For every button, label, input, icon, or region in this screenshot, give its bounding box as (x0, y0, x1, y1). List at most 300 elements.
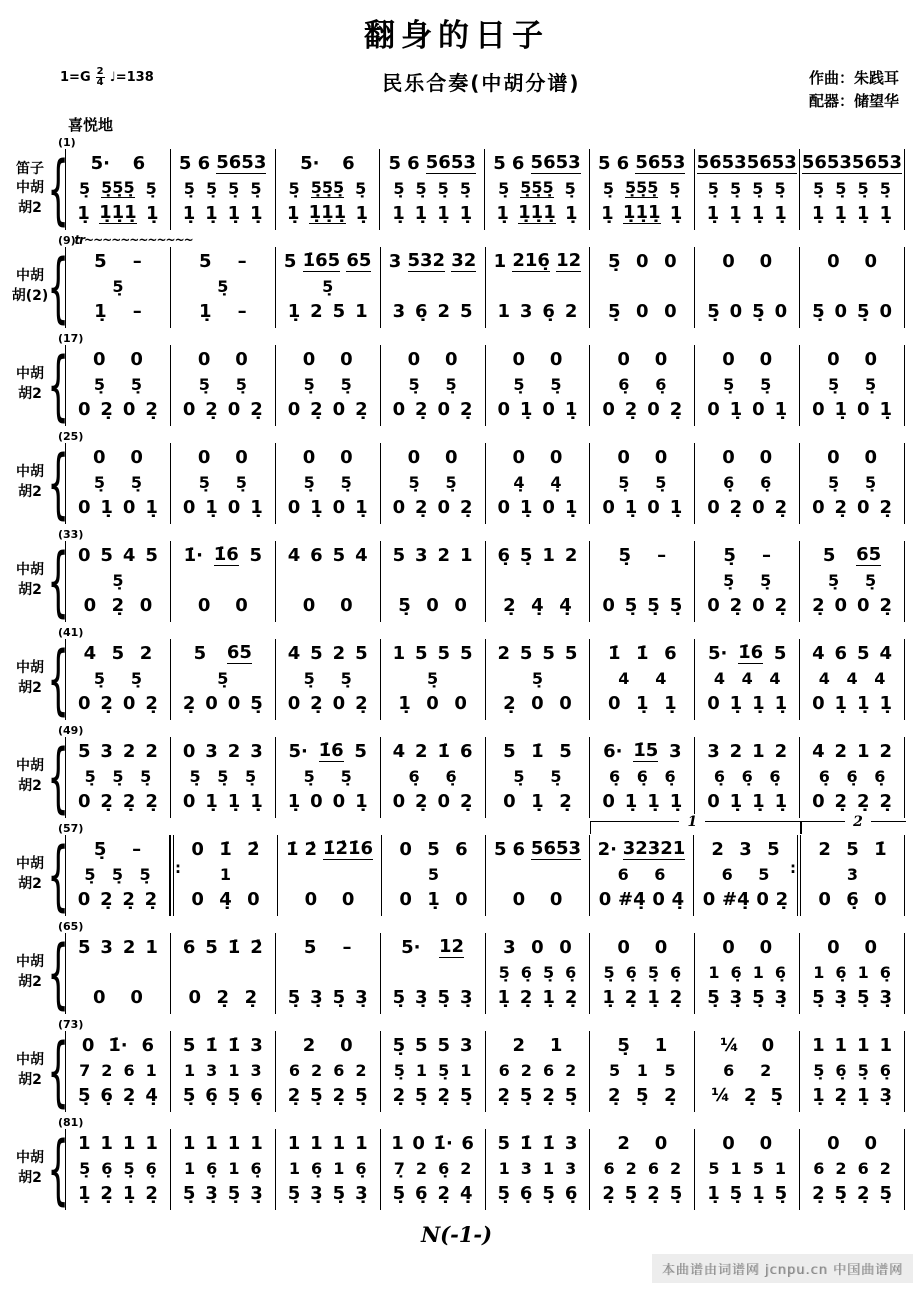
score-meta (8, 67, 905, 114)
voice-line (173, 396, 273, 425)
brace-icon: { (47, 633, 70, 723)
note-token: 0 (864, 1132, 878, 1154)
voice-line (278, 1061, 378, 1082)
note-token: 0 (756, 888, 769, 910)
measure (801, 835, 905, 916)
note-token: 0 (654, 446, 668, 468)
note-token: 0 (426, 692, 439, 714)
measure (486, 1129, 591, 1210)
measure (381, 737, 486, 818)
note-token: 0 (759, 446, 773, 468)
note-token: 0 (310, 790, 323, 812)
note-token: 0 (122, 398, 136, 420)
voice-line (488, 767, 588, 788)
measure (66, 443, 171, 524)
note-token: 1̣ (601, 202, 614, 224)
note-token: 5̣ (340, 374, 352, 394)
staff-brace (47, 927, 70, 1017)
voice-line (697, 375, 797, 396)
note-token: 1 (834, 1034, 848, 1056)
note-token: 1 (879, 1034, 892, 1056)
voice-line (488, 1032, 588, 1061)
note-token: 1 (708, 962, 720, 982)
note-token: 3 (392, 300, 406, 322)
note-token: 5̣ (498, 178, 510, 198)
music-measures (65, 1031, 905, 1112)
voice-line (697, 738, 797, 767)
credits-block (809, 67, 899, 114)
note-token: 2̣ (834, 1084, 848, 1106)
voice-line (592, 375, 692, 396)
voice-line (68, 865, 167, 886)
note-token: 5 (773, 642, 787, 664)
instrument-labels (8, 247, 52, 328)
note-token: 2 (564, 544, 578, 566)
note-token: 2 (302, 1034, 316, 1056)
note-token: 0 (130, 348, 143, 370)
instrument-labels (8, 737, 52, 818)
measure-number-marker: (65) (58, 919, 84, 933)
note-token: 1̣ (250, 790, 263, 812)
note-token: 6̣ (311, 1158, 323, 1178)
note-token: 6̣ (769, 766, 781, 786)
note-token: 6 (647, 1158, 659, 1178)
note-token: 3̣ (459, 986, 473, 1008)
voice-line (592, 1032, 692, 1061)
note-token: 5̣ (235, 472, 247, 492)
note-token: 2̣ (355, 398, 368, 420)
note-token: 4 (83, 642, 97, 664)
brace-icon: { (47, 241, 70, 331)
note-token: 5̣ (864, 374, 877, 394)
note-token: 0 (139, 594, 153, 616)
note-token: 2 (760, 1060, 772, 1080)
note-token: 1 (774, 1158, 787, 1178)
note-token: 1̇ (607, 642, 621, 664)
system-row (8, 927, 905, 1017)
voice-line (488, 444, 588, 473)
note-token: 5 (111, 642, 125, 664)
voice-line (592, 767, 692, 788)
voice-line (488, 934, 588, 963)
note-token: 0 (759, 1132, 773, 1154)
measure (486, 247, 591, 328)
note-token: 6̣ (618, 374, 630, 394)
note-token: 5̣ (647, 594, 660, 616)
note-token: 0 (636, 250, 649, 272)
note-token: 5̣ (340, 472, 352, 492)
time-signature-numerator: 2 (96, 66, 104, 77)
voice-line (697, 150, 797, 179)
voice-line (173, 1082, 273, 1111)
note-token: 1 (730, 1158, 742, 1178)
measure (381, 933, 486, 1014)
note-token: 2 (711, 838, 724, 860)
voice-line (488, 346, 588, 375)
note-token: 0 (707, 594, 720, 616)
note-token: 1̣ (414, 202, 428, 224)
note-token: 2̇ (250, 936, 263, 958)
voice-line (383, 767, 483, 788)
instrument-label: 胡2 (18, 680, 42, 696)
voice-line (384, 886, 483, 915)
system-row (8, 339, 905, 429)
note-token: 5̣ (340, 668, 352, 688)
note-token: 5 (459, 300, 473, 322)
note-token: 1 (145, 1060, 157, 1080)
note-token: 5· (707, 642, 728, 664)
note-token: 1 (857, 740, 870, 762)
note-token: 1 (183, 1060, 196, 1080)
note-token: 2̣ (182, 692, 196, 714)
note-token: – (237, 300, 247, 322)
voice-line (592, 444, 692, 473)
note-token: 5 (388, 152, 401, 174)
instrument-labels (8, 835, 52, 916)
voice-line (68, 690, 168, 719)
note-token: 2̣ (775, 888, 789, 910)
voice-line (697, 444, 797, 473)
note-token: 0 (130, 986, 143, 1008)
note-token: 1̇· (108, 1034, 128, 1056)
note-token: 2 (565, 1060, 577, 1080)
note-token: 5̣ (879, 178, 891, 198)
instrument-label: 胡2 (18, 1170, 42, 1186)
note-token: 0 (235, 446, 248, 468)
voice-line (802, 473, 902, 494)
measure (800, 345, 905, 426)
note-token: 5 (198, 250, 212, 272)
note-token: 0 (407, 446, 421, 468)
voice-line (280, 886, 379, 915)
note-token: 2̣ (879, 594, 892, 616)
note-token: 5̣ (813, 1060, 825, 1080)
voice-line (384, 836, 483, 865)
note-token: 5̣ (857, 986, 870, 1008)
note-token: 6· (603, 740, 623, 762)
note-token: 1 (459, 544, 473, 566)
note-token: 5̣ (183, 178, 195, 198)
voice-line (383, 1082, 483, 1111)
voice-line (382, 150, 482, 179)
note-token: 5̣ (112, 766, 124, 786)
note-token: 6 (498, 1060, 510, 1080)
measure-number-marker: (57) (58, 821, 84, 835)
note-token: 0 (722, 936, 735, 958)
note-token: 6 (407, 152, 420, 174)
note-token: 2̣ (812, 594, 825, 616)
voice-line (173, 788, 273, 817)
note-token: 1̣ (647, 790, 660, 812)
note-token: 1̣ (774, 202, 787, 224)
measure (800, 1129, 905, 1210)
note-token: 1 (182, 1132, 196, 1154)
note-token: 5̣ (542, 1182, 555, 1204)
note-token: 5̣ (415, 1084, 428, 1106)
note-token: 2̣ (503, 594, 516, 616)
voice-line (697, 984, 797, 1013)
voice-line (68, 150, 168, 179)
note-token: 1̣ (77, 202, 90, 224)
note-token: 2̣ (729, 496, 743, 518)
voice-line (802, 277, 902, 298)
note-token: 5̣ (198, 472, 210, 492)
measure (276, 247, 381, 328)
note-token: 5̣5̣5̣ (625, 177, 659, 197)
note-token: 1̣ (205, 496, 218, 518)
note-token: 5̣ (288, 178, 300, 198)
note-token: 1̇ (531, 740, 544, 762)
measure (800, 541, 905, 622)
note-token: 1̣ (774, 692, 788, 714)
voice-line (488, 886, 587, 915)
voice-line (592, 396, 692, 425)
voice-line (173, 690, 273, 719)
voice-line (592, 836, 691, 865)
voice-line (488, 298, 588, 327)
voice-line (802, 592, 902, 621)
voice-line (68, 1180, 168, 1209)
note-token: 2̣ (100, 790, 113, 812)
note-token: 6 (342, 152, 355, 174)
voice-line (278, 1159, 378, 1180)
voice-line (382, 179, 482, 200)
measure (695, 149, 800, 230)
instrument-labels (8, 1129, 52, 1210)
note-token: 1 (288, 1158, 300, 1178)
voice-line (802, 396, 902, 425)
note-token: 0 (122, 496, 136, 518)
tempo-marking: ♩=138 (109, 70, 154, 85)
note-token: 5̣ (140, 766, 152, 786)
note-token: 1̣ (145, 202, 159, 224)
note-token: 5̣ (607, 300, 621, 322)
note-token: 5 (100, 544, 113, 566)
voice-line (383, 542, 483, 571)
note-token: 0 (617, 446, 630, 468)
note-token: 5̣ (182, 1084, 196, 1106)
note-token: 0 (774, 300, 788, 322)
note-token: 5653 (851, 151, 903, 173)
note-token: 1 (392, 642, 406, 664)
voice-line (488, 248, 588, 277)
note-token: 1̣ (398, 692, 411, 714)
arranger-credit: 配器：储望华 (808, 92, 899, 111)
note-token: 0 (752, 496, 765, 518)
note-token: 4 (879, 642, 892, 664)
voice-line (68, 375, 168, 396)
instrument-label: 中胡 (16, 366, 44, 383)
note-token: 2̣ (624, 986, 638, 1008)
note-token: 5̣ (879, 1182, 892, 1204)
note-token: 1̣ (857, 1084, 870, 1106)
note-token: 0 (707, 496, 720, 518)
note-token: 216̣ (512, 249, 550, 271)
staff-brace (47, 633, 70, 723)
voice-line (802, 767, 902, 788)
voice-line (280, 865, 379, 886)
note-token: 2 (415, 740, 428, 762)
voice-line (697, 494, 797, 523)
measure (66, 639, 171, 720)
note-token: 1̣ (811, 202, 825, 224)
note-token: 2̣ (459, 398, 473, 420)
note-token: 5̣ (303, 374, 315, 394)
note-token: 32 (451, 249, 477, 271)
note-token: 5 (332, 544, 346, 566)
note-token: 2̣ (834, 790, 848, 812)
note-token: 1̇6 (738, 641, 764, 663)
system-5 (8, 527, 905, 625)
voice-line (68, 346, 168, 375)
note-token: 1̇ (874, 838, 887, 860)
note-token: 0 (818, 888, 831, 910)
note-token: 0 (827, 1132, 840, 1154)
note-token: 0 (77, 692, 91, 714)
note-token: 2 (355, 1060, 367, 1080)
voice-line (802, 200, 902, 229)
note-token: 1̣ (542, 986, 555, 1008)
note-token: 5̣ (618, 544, 632, 566)
measure (66, 835, 170, 916)
voice-line (488, 836, 587, 865)
note-token: 5̣ (542, 962, 555, 982)
note-token: 5̣ (624, 1182, 638, 1204)
voice-line (278, 473, 378, 494)
measure (694, 835, 801, 916)
note-token: 0 (92, 446, 106, 468)
note-token: 5 (597, 152, 611, 174)
note-token: 5̣ (531, 668, 543, 688)
note-token: 0 (197, 594, 211, 616)
voice-line (383, 1032, 483, 1061)
voice-line (697, 690, 797, 719)
note-token: 0 (205, 692, 218, 714)
note-token: 0 (874, 888, 887, 910)
note-token: 5 (427, 838, 440, 860)
note-token: 2̣ (879, 790, 892, 812)
note-token: 6 (721, 864, 733, 884)
measure (590, 1031, 695, 1112)
note-token: 0 (559, 936, 572, 958)
note-token: 2̣ (310, 398, 323, 420)
note-token: 2 (774, 740, 788, 762)
note-token: 6̣ (846, 888, 859, 910)
voice-line (803, 836, 902, 865)
note-token: 5 (542, 642, 555, 664)
note-token: 4̣ (531, 594, 544, 616)
measure (276, 639, 381, 720)
note-token: 0 (752, 398, 765, 420)
voice-line (383, 1159, 483, 1180)
note-token: 6 (857, 1158, 869, 1178)
note-token: 2̣ (415, 496, 428, 518)
voice-line (278, 640, 378, 669)
measure (66, 1031, 171, 1112)
voice-line (488, 1159, 588, 1180)
note-token: 1̣ (355, 496, 368, 518)
note-token: 0 (549, 348, 563, 370)
note-token: 1̣ (774, 398, 788, 420)
note-token: 1 (542, 1158, 555, 1178)
measure (278, 835, 382, 916)
note-token: 1̇ (227, 936, 241, 958)
page-title: 翻身的日子 (364, 18, 549, 54)
voice-line (696, 865, 795, 886)
note-token: 5 (249, 544, 262, 566)
note-token: 2̣ (437, 1182, 451, 1204)
voice-line (592, 277, 692, 298)
note-token: 5̣ (130, 668, 142, 688)
note-token: 1̇ (285, 838, 299, 860)
voice-line (697, 179, 797, 200)
voice-line (592, 150, 692, 179)
note-token: 0 (287, 496, 301, 518)
note-token: 5 (427, 864, 440, 884)
voice-line (382, 200, 482, 229)
note-token: 1̣ (198, 300, 212, 322)
staff-brace (47, 1025, 70, 1115)
voice-line (592, 248, 692, 277)
note-token: 0 (549, 888, 563, 910)
note-token: 0 (227, 692, 241, 714)
voice-line (802, 1180, 902, 1209)
note-token: 5 (415, 1034, 428, 1056)
note-token: 6̣ (497, 544, 510, 566)
voice-line (68, 542, 168, 571)
note-token: 5̣ (669, 594, 683, 616)
voice-line (488, 1061, 588, 1082)
note-token: 3̣ (834, 986, 848, 1008)
voice-line (173, 1159, 273, 1180)
note-token: 5̣ (723, 570, 735, 590)
note-token: 4 (713, 668, 725, 688)
instrument-label: 中胡 (16, 1150, 44, 1167)
voice-line (383, 669, 483, 690)
measure (276, 1129, 381, 1210)
voice-line (278, 298, 378, 327)
note-token: 6̣ (835, 1060, 847, 1080)
note-token: 1 (333, 1158, 345, 1178)
note-token: 6̣ (101, 1158, 113, 1178)
note-token: 1̣ (287, 300, 301, 322)
voice-line (592, 963, 692, 984)
note-token: 0 (503, 790, 516, 812)
note-token: 1 (100, 1132, 113, 1154)
measure (695, 443, 800, 524)
voice-line (278, 542, 378, 571)
note-token: 6̣ (874, 766, 886, 786)
instrument-label: 中胡 (16, 758, 44, 775)
note-token: 5̣ (445, 374, 457, 394)
voice-line (68, 298, 168, 327)
note-token: 0 (654, 936, 668, 958)
note-token: 1 (355, 1132, 368, 1154)
note-token: 5̣ (228, 178, 240, 198)
voice-line (68, 1061, 168, 1082)
voice-line (697, 473, 797, 494)
note-token: 0 (77, 888, 91, 910)
voice-line (592, 542, 692, 571)
voice-line (592, 865, 691, 886)
measure-number-marker: (41) (58, 625, 84, 639)
note-token: 6̣ (438, 1158, 450, 1178)
note-token: 5̣ (835, 178, 847, 198)
note-token: 1 (287, 1132, 301, 1154)
music-measures (65, 639, 905, 720)
note-token: 2̣ (244, 986, 258, 1008)
measure (171, 149, 276, 230)
